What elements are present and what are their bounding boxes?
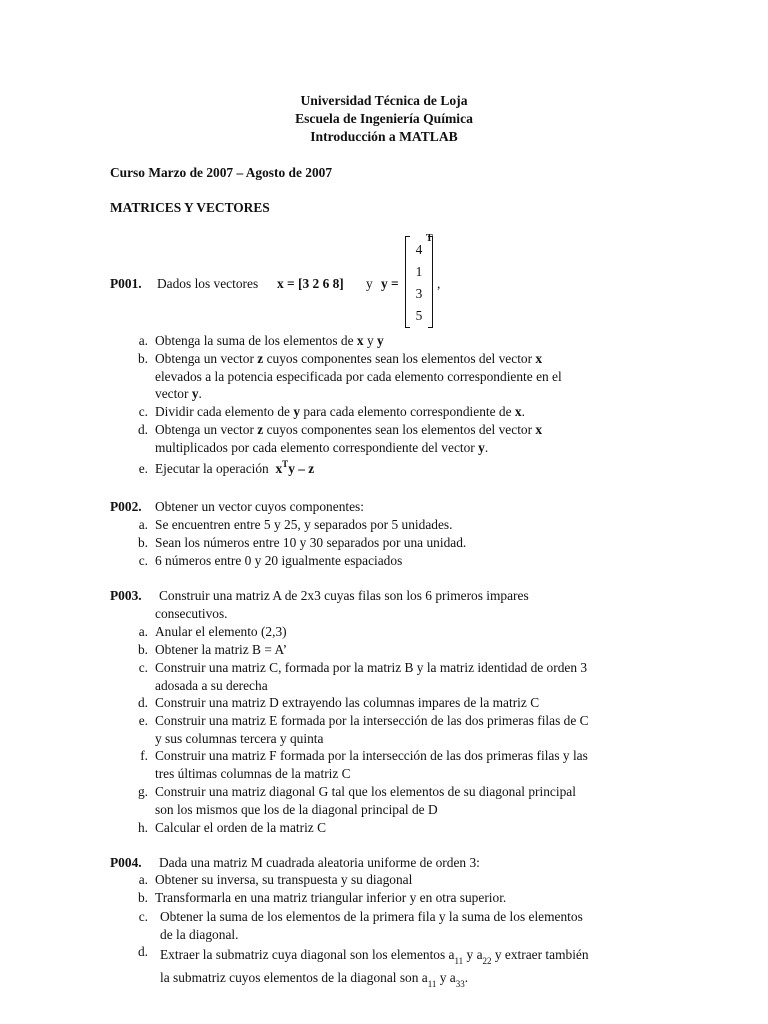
item-marker: d. [137,422,148,437]
item-marker: a. [138,872,148,887]
vector-element: 1 [415,264,423,279]
course-title: Introducción a MATLAB [310,129,458,144]
item-marker: a. [138,517,148,532]
item-marker: d. [137,944,148,959]
p004-item-d: Extraer la submatriz cuya diagonal son los elementos $a_{11}$ y $a_{22}$ y extraer también la submatriz cuyos elementos de la diagonal son $a_{11}$ y $a_{33}$. [160,947,589,989]
vector-element: 3 [415,286,423,301]
p001-vector-y-eq: y = [381,276,399,291]
school-name: Escuela de Ingeniería Química [295,111,473,126]
p001-item-b: Obtenga un vector z cuyos componentes sean los elementos del vector x elevados a la potencia especificada por cada elemento correspondiente en el vector y. [155,351,562,402]
p001-tail: , [437,276,441,291]
item-marker: e. [138,713,148,728]
item-marker: c. [138,660,148,675]
p001-item-d: Obtenga un vector z cuyos componentes sean los elementos del vector x multiplicados por cada elemento correspondiente del vector y. [155,422,543,455]
problem-label-p002: P002. [110,499,142,514]
section-title: MATRICES Y VECTORES [110,200,270,215]
p001-item-a: Obtenga la suma de los elementos de x y y [155,333,384,348]
item-marker: g. [137,784,148,799]
p002-item-a: Se encuentren entre 5 y 25, y separados por 5 unidades. [155,517,453,532]
vector-element: 4 [415,242,423,257]
item-marker: c. [138,553,148,568]
p003-item-a: Anular el elemento (2,3) [155,624,287,639]
item-marker: a. [138,624,148,639]
p001-intro: Dados los vectores [157,276,259,291]
item-marker: c. [138,909,148,924]
p003-item-c: Construir una matriz C, formada por la matriz B y la matriz identidad de orden 3 adosada a su derecha [155,660,588,693]
transpose-mark: T [426,233,433,244]
p001-item-e: Ejecutar la operación $x^Ty$ – z [155,459,315,476]
p001-item-c: Dividir cada elemento de y para cada elemento correspondiente de x. [155,404,525,419]
vector-element: 5 [415,308,423,323]
p002-item-b: Sean los números entre 10 y 30 separados por una unidad. [155,535,467,550]
item-marker: b. [137,642,148,657]
p004-item-a: Obtener su inversa, su transpuesta y su diagonal [155,872,413,887]
p003-item-g: Construir una matriz diagonal G tal que los elementos de su diagonal principal son los mismos que los de la diagonal principal de D [155,784,576,817]
p001-vector-x: x = [3 2 6 8] [277,276,344,291]
item-marker: e. [138,461,148,476]
item-marker: b. [137,890,148,905]
p004-item-b: Transformarla en una matriz triangular inferior y en otra superior. [155,890,507,905]
item-marker: a. [138,333,148,348]
p003-item-h: Calcular el orden de la matriz C [155,820,327,835]
p003-intro-line1: Construir una matriz A de 2x3 cuyas filas son los 6 primeros impares [159,588,529,603]
p003-intro-line2: consecutivos. [155,606,228,621]
item-marker: c. [138,404,148,419]
problem-label-p003: P003. [110,588,142,603]
university-name: Universidad Técnica de Loja [300,93,468,108]
p003-item-f: Construir una matriz F formada por la intersección de las dos primeras filas y las tres últimas columnas de la matriz C [155,748,588,781]
p002-item-c: 6 números entre 0 y 20 igualmente espaciados [155,553,403,568]
p003-item-e: Construir una matriz E formada por la intersección de las dos primeras filas de C y sus columnas tercera y quinta [155,713,589,746]
problem-label-p004: P004. [110,855,142,870]
p002-intro: Obtener un vector cuyos componentes: [155,499,364,514]
item-marker: b. [137,535,148,550]
column-vector-y [405,236,433,328]
problem-label-p001: P001. [110,276,142,291]
item-marker: b. [137,351,148,366]
course-term: Curso Marzo de 2007 – Agosto de 2007 [110,165,333,180]
p003-item-d: Construir una matriz D extrayendo las columnas impares de la matriz C [155,695,540,710]
item-marker: f. [140,748,148,763]
p004-intro: Dada una matriz M cuadrada aleatoria uniforme de orden 3: [159,855,480,870]
item-marker: d. [137,695,148,710]
p004-item-c: Obtener la suma de los elementos de la primera fila y la suma de los elementos de la diagonal. [160,909,583,942]
p001-conjunction: y [366,276,373,291]
p003-item-b: Obtener la matriz B = A’ [155,642,288,657]
item-marker: h. [137,820,148,835]
